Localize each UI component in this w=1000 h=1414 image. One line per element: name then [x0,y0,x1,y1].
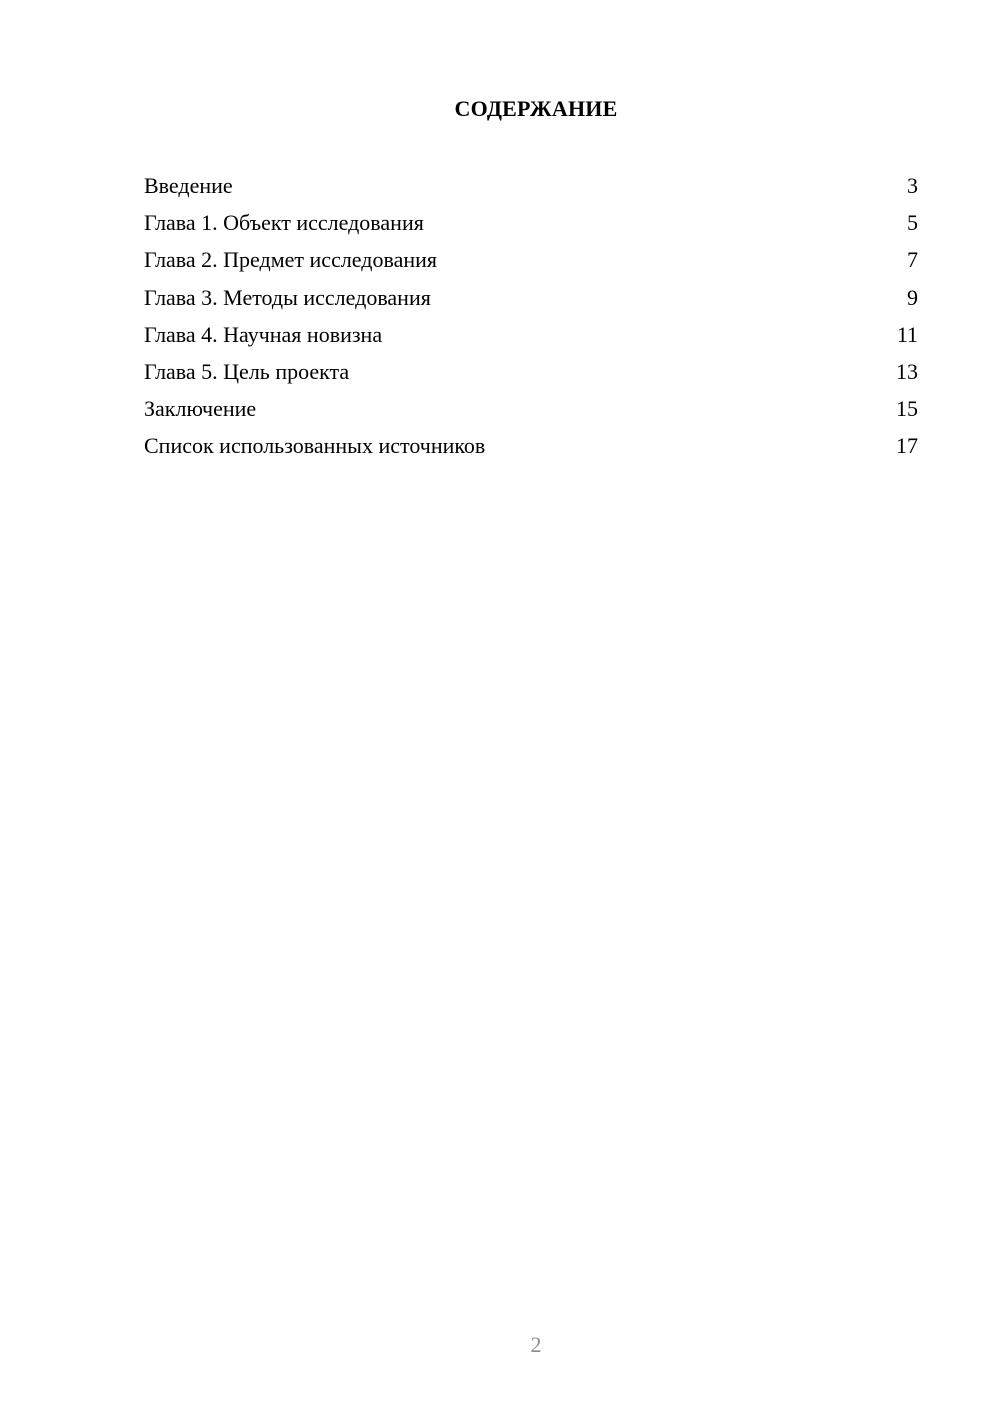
toc-entry-title: Глава 3. Методы исследования [144,284,431,310]
toc-entry-page: 7 [907,247,918,273]
toc-entry-page: 15 [896,396,918,422]
toc-entry-references [144,427,918,464]
toc-entry-page: 13 [896,358,918,384]
toc-entry-page: 3 [907,173,918,198]
toc-entry-chapter-3 [144,279,918,316]
toc-entry-title: Список использованных источников [144,433,486,459]
toc-entry-page: 5 [907,210,918,236]
toc-entry-title: Глава 2. Предмет исследования [144,247,438,273]
toc-entry-title: Глава 1. Объект исследования [144,210,424,236]
toc-entry-page: 11 [896,321,918,347]
toc-entry-title: Глава 5. Цель проекта [144,358,350,384]
toc-list [144,167,918,465]
toc-heading: СОДЕРЖАНИЕ [454,96,618,121]
toc-entry-title: Заключение [144,396,257,422]
toc-entry-introduction [144,167,918,204]
page-number: 2 [530,1332,542,1357]
toc-entry-conclusion [144,390,918,427]
toc-entry-title: Глава 4. Научная новизна [144,321,383,347]
toc-entry-chapter-1 [144,204,918,241]
toc-entry-chapter-4 [144,316,918,353]
toc-entry-chapter-5 [144,353,918,390]
toc-entry-page: 9 [907,284,918,310]
toc-entry-page: 17 [896,433,918,459]
toc-entry-title: Введение [144,173,233,198]
toc-entry-chapter-2 [144,241,918,278]
